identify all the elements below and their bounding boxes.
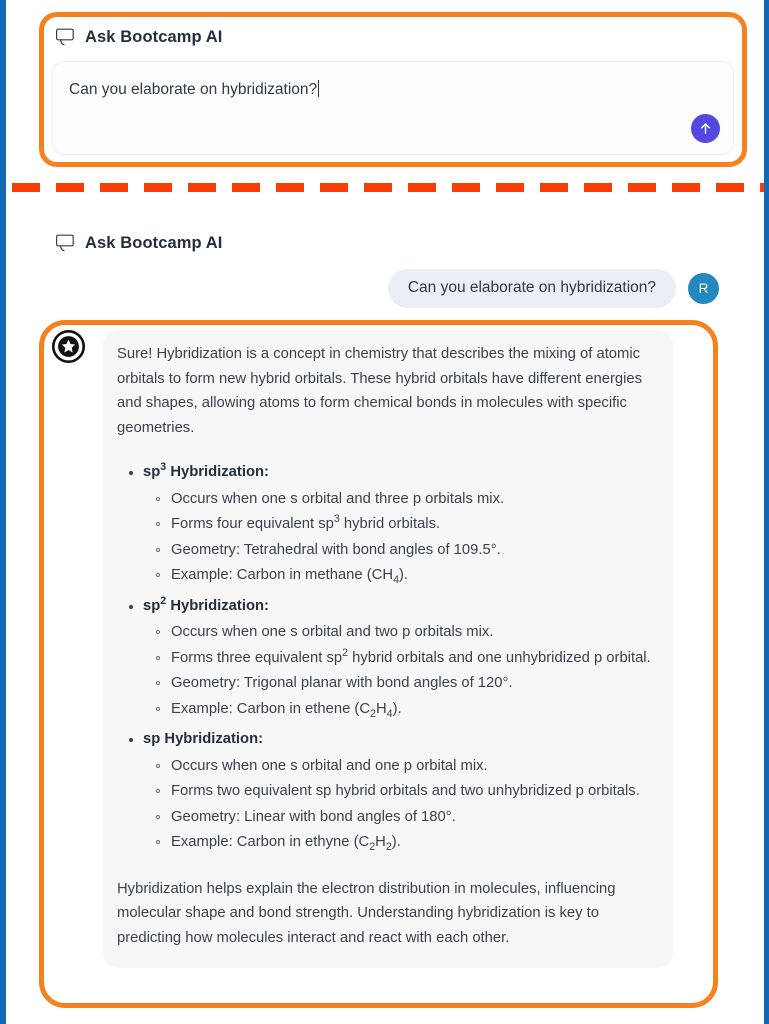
list-item-sp2 — [143, 594, 659, 722]
chat-bubble-icon — [56, 28, 76, 46]
list-item: Occurs when one s orbital and two p orbitals mix. — [171, 620, 659, 645]
dashed-separator — [12, 183, 769, 192]
star-badge-icon — [52, 330, 85, 363]
avatar: R — [688, 273, 719, 304]
list-item: Occurs when one s orbital and three p orbitals mix. — [171, 487, 659, 512]
section-title-sp2: $sp^2$ Hybridization: — [143, 594, 269, 614]
list-item: Example: Carbon in methane $(CH_4)$. — [171, 563, 659, 588]
answer-intro-paragraph: Sure! Hybridization is a concept in chemistry that describes the mixing of atomic orbitals to form new hybrid orbitals. These hybrid orbitals have different energies and shapes, allowing atoms to form chemical bonds in molecules with specific geometries. — [117, 346, 643, 436]
list-item: Occurs when one s orbital and one p orbital mix. — [171, 754, 659, 779]
conversation-header — [56, 232, 223, 254]
user-message-row — [6, 269, 769, 308]
sp-points-list — [143, 754, 659, 855]
section-title-sp: sp Hybridization: — [143, 731, 264, 747]
composer-input-value: Can you elaborate on hybridization? — [69, 81, 318, 98]
list-item: Geometry: Tetrahedral with bond angles of 109.5°. — [171, 538, 659, 563]
arrow-up-icon — [698, 121, 713, 136]
ai-answer-bubble — [103, 330, 673, 968]
composer-title: Ask Bootcamp AI — [85, 27, 223, 46]
text-caret — [318, 80, 319, 97]
send-button[interactable] — [691, 114, 720, 143]
conversation-title: Ask Bootcamp AI — [85, 233, 223, 252]
section-title-sp3: $sp^3$ Hybridization: — [143, 461, 269, 480]
composer-header — [56, 26, 223, 48]
list-item: Geometry: Linear with bond angles of 180°. — [171, 805, 659, 830]
composer-input-box[interactable] — [52, 61, 734, 155]
list-item: Forms two equivalent sp hybrid orbitals and two unhybridized p orbitals. — [171, 779, 659, 804]
composer-input-text[interactable] — [69, 80, 319, 99]
sp2-points-list — [143, 620, 659, 721]
list-item: Example: Carbon in ethyne $(C_2H_2)$. — [171, 830, 659, 855]
hybridization-sections-list — [117, 460, 659, 855]
list-item: Forms three equivalent $sp^2$ hybrid orbitals and one unhybridized p orbital. — [171, 646, 659, 671]
list-item: Geometry: Trigonal planar with bond angles of 120°. — [171, 671, 659, 696]
user-message-bubble: Can you elaborate on hybridization? — [388, 269, 676, 308]
chat-bubble-icon — [56, 234, 76, 252]
list-item-sp3 — [143, 460, 659, 588]
list-item-sp — [143, 727, 659, 855]
sp3-points-list — [143, 487, 659, 588]
list-item: Example: Carbon in ethene $(C_2H_4)$. — [171, 697, 659, 722]
list-item: Forms four equivalent $sp^3$ hybrid orbitals. — [171, 512, 659, 537]
answer-closing-paragraph: Hybridization helps explain the electron distribution in molecules, influencing molecular shape and bond strength. Understanding hybridization is key to predicting how molecules interact and react with each other. — [117, 880, 616, 946]
